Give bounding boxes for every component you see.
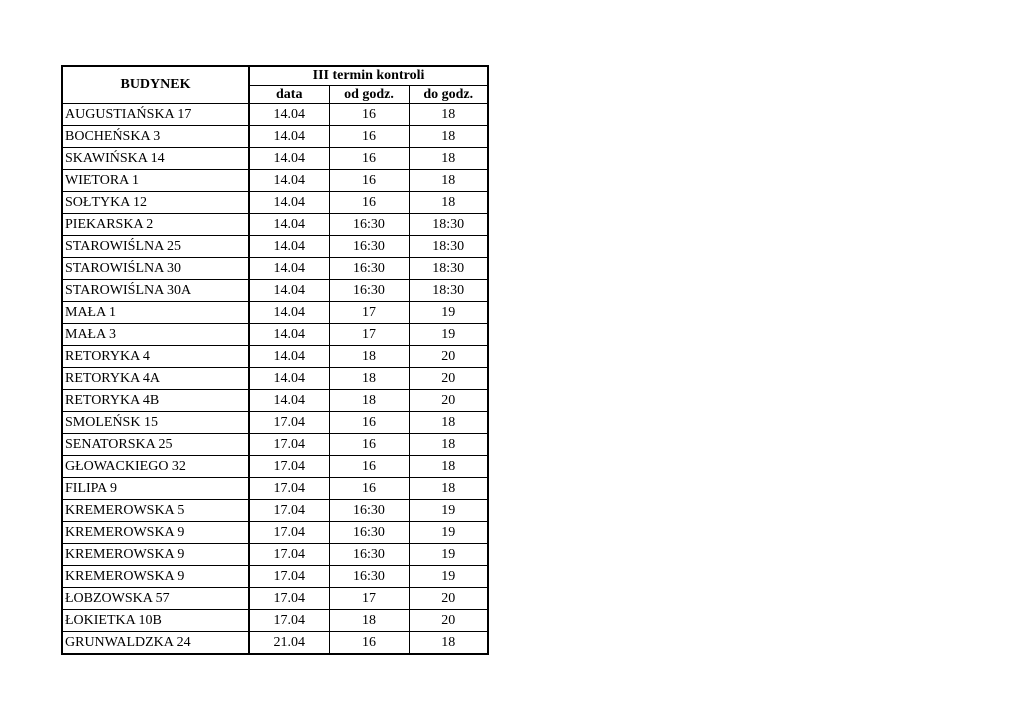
date-cell: 17.04: [249, 566, 329, 588]
from-hour-cell: 16:30: [329, 566, 409, 588]
to-hour-cell: 19: [409, 522, 488, 544]
table-row: [62, 104, 488, 126]
to-hour-cell: 20: [409, 588, 488, 610]
date-cell: 14.04: [249, 214, 329, 236]
date-cell: 17.04: [249, 500, 329, 522]
table-row: [62, 258, 488, 280]
date-cell: 17.04: [249, 478, 329, 500]
from-hour-cell: 17: [329, 324, 409, 346]
table-row: [62, 192, 488, 214]
date-cell: 21.04: [249, 632, 329, 655]
inspection-schedule-table: [61, 65, 489, 655]
table-row: [62, 478, 488, 500]
building-name-cell: KREMEROWSKA 9: [62, 544, 249, 566]
date-cell: 17.04: [249, 456, 329, 478]
building-name-cell: SENATORSKA 25: [62, 434, 249, 456]
from-hour-cell: 16:30: [329, 280, 409, 302]
table-row: [62, 500, 488, 522]
from-hour-cell: 17: [329, 588, 409, 610]
table-row: [62, 302, 488, 324]
from-hour-cell: 16: [329, 126, 409, 148]
to-hour-column-header: do godz.: [409, 85, 488, 104]
from-hour-cell: 16: [329, 434, 409, 456]
table-row: [62, 280, 488, 302]
from-hour-cell: 18: [329, 346, 409, 368]
building-name-cell: KREMEROWSKA 9: [62, 566, 249, 588]
table-row: [62, 214, 488, 236]
to-hour-cell: 18: [409, 478, 488, 500]
building-name-cell: STAROWIŚLNA 25: [62, 236, 249, 258]
date-cell: 14.04: [249, 104, 329, 126]
to-hour-cell: 20: [409, 610, 488, 632]
from-hour-cell: 16: [329, 104, 409, 126]
to-hour-cell: 20: [409, 368, 488, 390]
to-hour-cell: 19: [409, 544, 488, 566]
date-cell: 14.04: [249, 324, 329, 346]
from-hour-cell: 16: [329, 148, 409, 170]
building-name-cell: MAŁA 1: [62, 302, 249, 324]
from-hour-cell: 18: [329, 368, 409, 390]
table-row: [62, 544, 488, 566]
building-name-cell: KREMEROWSKA 9: [62, 522, 249, 544]
date-cell: 14.04: [249, 368, 329, 390]
building-name-cell: SKAWIŃSKA 14: [62, 148, 249, 170]
to-hour-cell: 18: [409, 126, 488, 148]
table-row: [62, 456, 488, 478]
to-hour-cell: 18: [409, 148, 488, 170]
date-cell: 17.04: [249, 434, 329, 456]
table-row: [62, 566, 488, 588]
table-row: [62, 170, 488, 192]
building-name-cell: AUGUSTIAŃSKA 17: [62, 104, 249, 126]
building-name-cell: STAROWIŚLNA 30: [62, 258, 249, 280]
from-hour-cell: 16: [329, 632, 409, 655]
from-hour-cell: 17: [329, 302, 409, 324]
building-name-cell: BOCHEŃSKA 3: [62, 126, 249, 148]
to-hour-cell: 18: [409, 104, 488, 126]
to-hour-cell: 18: [409, 170, 488, 192]
to-hour-cell: 18: [409, 456, 488, 478]
to-hour-cell: 18: [409, 412, 488, 434]
from-hour-cell: 16: [329, 412, 409, 434]
date-cell: 14.04: [249, 236, 329, 258]
to-hour-cell: 18:30: [409, 236, 488, 258]
from-hour-column-header: od godz.: [329, 85, 409, 104]
table-row: [62, 610, 488, 632]
to-hour-cell: 18: [409, 632, 488, 655]
table-row: [62, 346, 488, 368]
table-row: [62, 588, 488, 610]
building-name-cell: FILIPA 9: [62, 478, 249, 500]
building-name-cell: PIEKARSKA 2: [62, 214, 249, 236]
date-cell: 17.04: [249, 610, 329, 632]
header-row-top: [62, 66, 488, 85]
building-name-cell: SOŁTYKA 12: [62, 192, 249, 214]
date-column-header: data: [249, 85, 329, 104]
building-name-cell: GRUNWALDZKA 24: [62, 632, 249, 655]
to-hour-cell: 18:30: [409, 280, 488, 302]
date-cell: 14.04: [249, 258, 329, 280]
building-name-cell: STAROWIŚLNA 30A: [62, 280, 249, 302]
to-hour-cell: 20: [409, 346, 488, 368]
building-name-cell: MAŁA 3: [62, 324, 249, 346]
building-column-header: BUDYNEK: [62, 66, 249, 104]
table-row: [62, 632, 488, 655]
table-row: [62, 390, 488, 412]
to-hour-cell: 19: [409, 302, 488, 324]
inspection-term-header: III termin kontroli: [249, 66, 488, 85]
table-row: [62, 412, 488, 434]
to-hour-cell: 19: [409, 566, 488, 588]
from-hour-cell: 16:30: [329, 236, 409, 258]
date-cell: 14.04: [249, 126, 329, 148]
building-name-cell: KREMEROWSKA 5: [62, 500, 249, 522]
date-cell: 17.04: [249, 544, 329, 566]
date-cell: 14.04: [249, 302, 329, 324]
to-hour-cell: 18: [409, 434, 488, 456]
schedule-body: [62, 104, 488, 655]
building-name-cell: RETORYKA 4A: [62, 368, 249, 390]
date-cell: 17.04: [249, 522, 329, 544]
table-row: [62, 236, 488, 258]
table-row: [62, 324, 488, 346]
date-cell: 17.04: [249, 412, 329, 434]
to-hour-cell: 18:30: [409, 258, 488, 280]
building-name-cell: ŁOBZOWSKA 57: [62, 588, 249, 610]
from-hour-cell: 16: [329, 192, 409, 214]
date-cell: 14.04: [249, 148, 329, 170]
building-name-cell: GŁOWACKIEGO 32: [62, 456, 249, 478]
building-name-cell: RETORYKA 4B: [62, 390, 249, 412]
to-hour-cell: 18:30: [409, 214, 488, 236]
building-name-cell: ŁOKIETKA 10B: [62, 610, 249, 632]
from-hour-cell: 16:30: [329, 544, 409, 566]
table-row: [62, 148, 488, 170]
table-row: [62, 368, 488, 390]
from-hour-cell: 16:30: [329, 500, 409, 522]
from-hour-cell: 18: [329, 390, 409, 412]
to-hour-cell: 19: [409, 500, 488, 522]
from-hour-cell: 16: [329, 456, 409, 478]
table-row: [62, 126, 488, 148]
date-cell: 14.04: [249, 390, 329, 412]
to-hour-cell: 18: [409, 192, 488, 214]
building-name-cell: RETORYKA 4: [62, 346, 249, 368]
table-row: [62, 434, 488, 456]
date-cell: 14.04: [249, 346, 329, 368]
from-hour-cell: 16:30: [329, 214, 409, 236]
date-cell: 17.04: [249, 588, 329, 610]
date-cell: 14.04: [249, 280, 329, 302]
to-hour-cell: 20: [409, 390, 488, 412]
from-hour-cell: 16:30: [329, 522, 409, 544]
from-hour-cell: 16:30: [329, 258, 409, 280]
date-cell: 14.04: [249, 170, 329, 192]
from-hour-cell: 18: [329, 610, 409, 632]
to-hour-cell: 19: [409, 324, 488, 346]
building-name-cell: WIETORA 1: [62, 170, 249, 192]
from-hour-cell: 16: [329, 170, 409, 192]
date-cell: 14.04: [249, 192, 329, 214]
table-row: [62, 522, 488, 544]
from-hour-cell: 16: [329, 478, 409, 500]
building-name-cell: SMOLEŃSK 15: [62, 412, 249, 434]
